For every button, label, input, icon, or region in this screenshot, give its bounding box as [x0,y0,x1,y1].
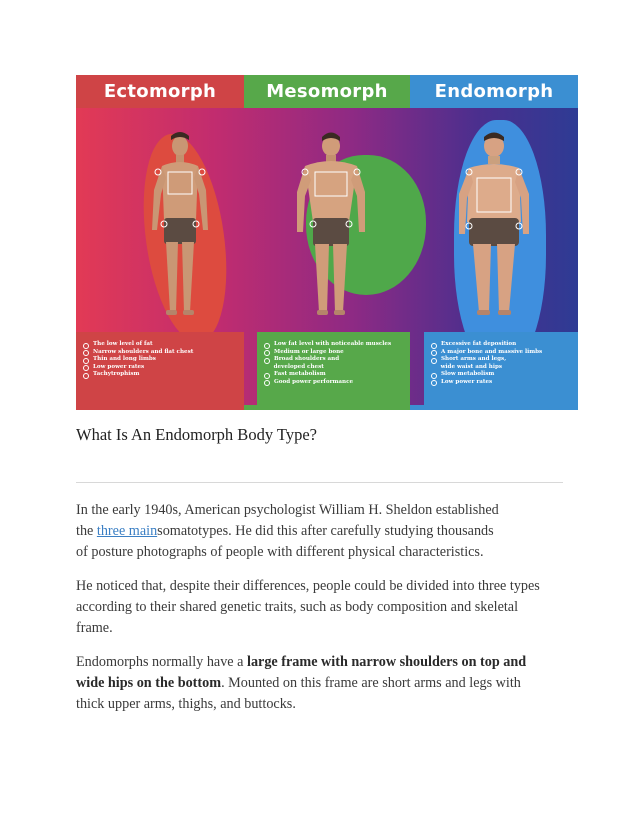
list-item [83,341,238,349]
list-item [431,356,572,364]
bold-text: large frame with narrow shoulders on top and [247,654,527,670]
trait-text: Low power rates [93,363,145,370]
text-segment: Endomorphs normally have a [76,654,247,670]
text-line: of posture photographs of people with different physical characteristics. [76,544,484,560]
bullet-icon [264,373,270,379]
list-item [83,356,238,364]
text-line: frame. [76,620,113,636]
trait-text: A major bone and massive limbs [441,348,543,355]
list-item [431,379,572,387]
trait-text: The low level of fat [93,341,153,347]
list-item [264,356,404,364]
bullet-icon [431,380,437,386]
text-line: He noticed that, despite their differences, people could be divided into three types [76,578,540,594]
list-item [431,349,572,357]
trait-text: Low fat level with noticeable muscles [274,341,392,347]
trait-text: Slow metabolism [441,371,495,378]
list-item [431,371,572,379]
trait-text: Excessive fat deposition [441,341,517,347]
mesomorph-title: Mesomorph [266,81,388,102]
text-line: thick upper arms, thighs, and buttocks. [76,696,296,712]
bullet-icon [431,350,437,356]
trait-text: wide waist and hips [440,363,502,370]
text-segment: . Mounted on this frame are short arms and legs with [221,675,521,691]
bullet-icon [264,358,270,364]
text-segment: somatotypes. He did this after carefully studying thousands [157,523,494,539]
list-item [431,341,572,349]
endomorph-title: Endomorph [434,81,554,102]
trait-text: Low power rates [441,378,493,385]
mesomorph-traits [257,332,410,410]
bullet-icon [83,365,89,371]
text-line [76,673,566,694]
list-item [431,364,572,372]
trait-text: Fast metabolism [274,371,326,378]
list-item [264,341,404,349]
list-item [264,349,404,357]
trait-text: Tachytrophism [93,371,140,378]
endomorph-traits [424,332,578,410]
trait-text: Medium or large bone [274,348,344,355]
ectomorph-figure [140,130,220,340]
ectomorph-traits [76,332,244,410]
divider [76,482,563,483]
list-item [83,349,238,357]
text-line [76,521,566,542]
bullet-icon [264,350,270,356]
bullet-icon [431,343,437,349]
list-item [264,364,404,372]
text-segment: the [76,523,97,539]
list-item [264,371,404,379]
bullet-icon [264,343,270,349]
article-heading: What Is An Endomorph Body Type? [76,425,317,444]
ectomorph-title: Ectomorph [103,81,217,102]
bullet-icon [83,358,89,364]
trait-text: developed chest [273,363,324,370]
text-line: according to their shared genetic traits, such as body composition and skeletal [76,599,519,615]
trait-text: Thin and long limbs [93,356,156,363]
trait-text: Broad shoulders and [274,356,340,363]
text-line: In the early 1940s, American psychologist William H. Sheldon established [76,502,499,518]
bullet-icon [83,343,89,349]
list-item [264,379,404,387]
bullet-icon [264,380,270,386]
list-item [83,371,238,379]
list-item [83,364,238,372]
bullet-icon [431,373,437,379]
bold-text: wide hips on the bottom [76,675,222,691]
body-types-infographic [76,75,578,410]
bullet-icon [83,373,89,379]
trait-text: Good power performance [274,378,354,385]
trait-text: Narrow shoulders and flat chest [93,348,194,355]
bullet-icon [83,350,89,356]
trait-text: Short arms and legs, [441,356,507,363]
bullet-icon [431,358,437,364]
paragraph-three-types [76,576,566,639]
three-main-link[interactable]: three main [96,523,158,539]
mesomorph-figure [289,130,373,340]
paragraph-endomorph-frame [76,652,566,715]
text-line [76,652,566,673]
paragraph-sheldon [76,500,566,563]
endomorph-figure [449,130,539,340]
